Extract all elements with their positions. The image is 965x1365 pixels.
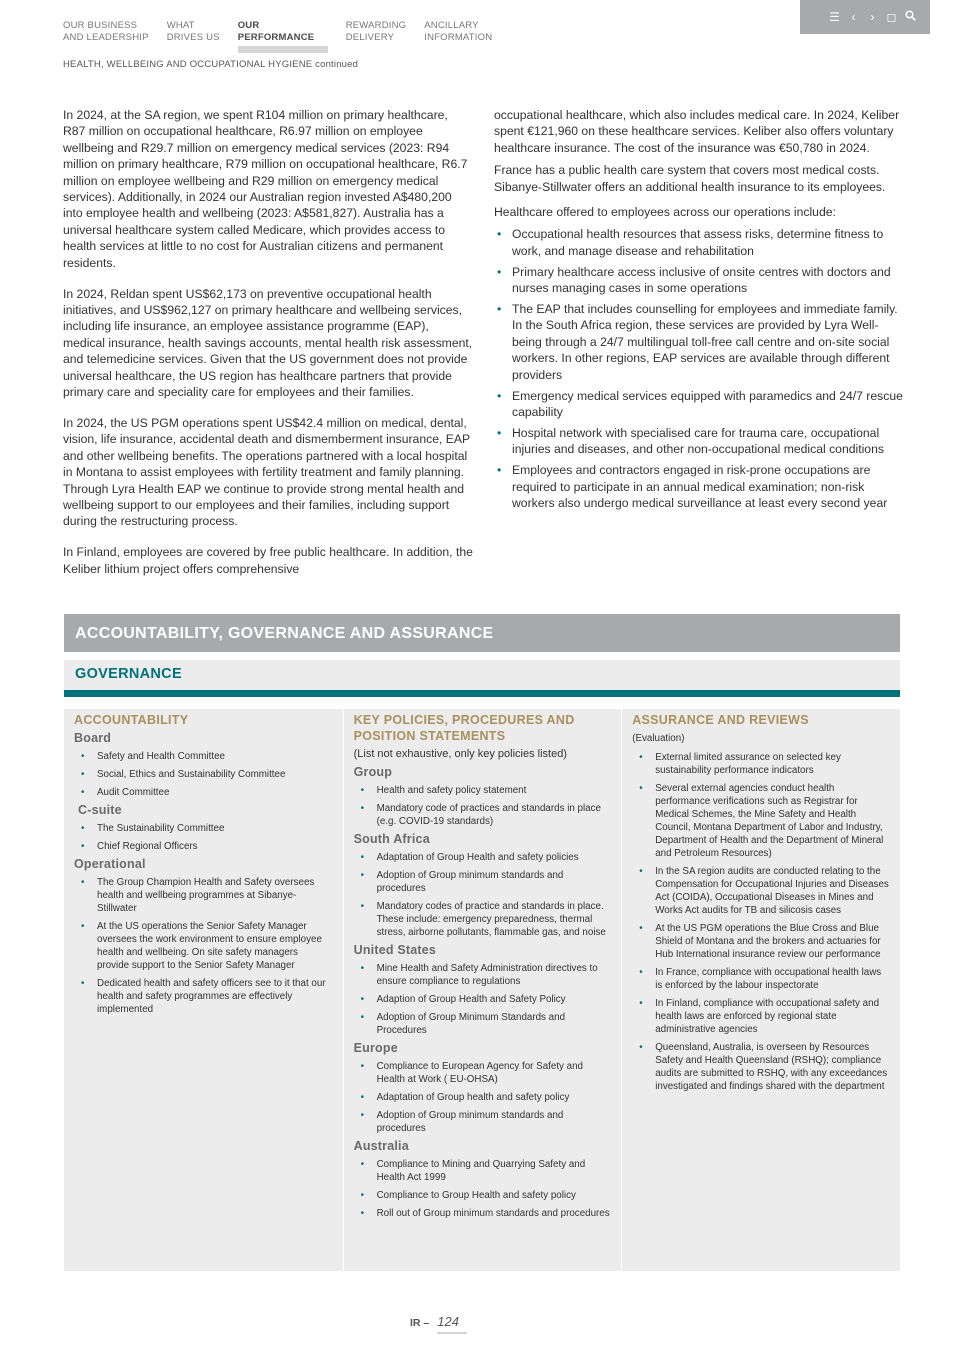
section-subtitle: HEALTH, WELLBEING AND OCCUPATIONAL HYGIENE continued [63,59,359,70]
list-item: • In Finland, compliance with occupational safety and health laws are enforced by regional state administrative agencies [632,997,890,1036]
list-item: • Emergency medical services equipped with paramedics and 24/7 rescue capability [494,388,904,421]
nav-label-line1: OUR [237,20,260,31]
list-item: • Adoption of Group Minimum Standards and Procedures [354,1011,612,1037]
subheading-csuite: C-suite [78,803,122,817]
governance-heading: GOVERNANCE [64,660,900,690]
operational-list [74,876,333,1016]
subheading-australia: Australia [353,1139,409,1153]
nav-rewarding-delivery[interactable] [346,20,407,53]
paragraph: In 2024, the US PGM operations spent US$42.4 million on medical, dental, vision, life insurance, accidental death and dismemberment insurance, EAP and other wellbeing benefits. The operations partnered with a local hospital in Montana to assist employees with fertility treatment and family planning. Through Lyra Health EAP we continue to provide strong mental health and wellbeing support to our employees and their families, including support during the restructuring process. [63,415,470,529]
toolbar [800,0,930,34]
page-footer [410,1314,467,1334]
subheading-south-africa: South Africa [353,832,430,846]
menu-icon[interactable]: ☰ [829,10,840,24]
nav-label-line2: DELIVERY [345,32,395,43]
accountability-column [64,709,343,1271]
list-item: • Dedicated health and safety officers see to it that our health and safety programmes are effectively implemented [74,977,333,1016]
paragraph: In Finland, employees are covered by free public healthcare. In addition, the Keliber lithium project offers comprehensive [63,545,473,576]
subheading-operational: Operational [74,857,146,871]
subheading-group: Group [353,765,393,779]
list-item: • Compliance to European Agency for Safety and Health at Work ( EU-OHSA) [354,1060,612,1086]
governance-table [64,709,900,1271]
list-item: • Employees and contractors engaged in risk-prone occupations are required to participate in an annual medical examination; non-risk workers also undergo medical surveillance at least every second year [494,462,904,511]
list-item: • At the US PGM operations the Blue Cross and Blue Shield of Montana and the brokers and actuaries for Hub International insurance review our performance [632,922,890,961]
list-item: • Occupational health resources that assess risks, determine fitness to work, and manage disease and rehabilitation [494,226,904,259]
list-item: • Roll out of Group minimum standards and procedures [354,1207,612,1220]
list-item: • External limited assurance on selected key sustainability performance indicators [632,751,890,777]
list-item: • The Sustainability Committee [74,822,333,835]
subheading-europe: Europe [353,1041,398,1055]
list-item: • Compliance to Group Health and safety policy [354,1189,612,1202]
nav-label-line1: REWARDING [345,20,407,31]
section-banner: ACCOUNTABILITY, GOVERNANCE AND ASSURANCE [64,614,900,652]
left-text-column [63,107,473,592]
paragraph: occupational healthcare, which also includes medical care. In 2024, Keliber spent €121,960 on these healthcare services. Keliber also offers voluntary healthcare insurance. The cost of the insurance was €50,780 in 2024. [494,108,900,155]
report-label: IR – [410,1317,430,1329]
list-item: • Hospital network with specialised care for trauma care, occupational injuries and diseases, and other non-occupational medical conditions [494,425,904,458]
csuite-list [74,822,333,853]
nav-label-line1: ANCILLARY [424,20,479,31]
nav-label-line2: AND LEADERSHIP [63,32,149,43]
healthcare-list [494,226,904,511]
top-navigation [63,20,510,53]
list-item: • Adoption of Group minimum standards and procedures [354,869,612,895]
page-number: 124 [437,1314,467,1334]
list-item: • Compliance to Mining and Quarrying Safety and Health Act 1999 [354,1158,612,1184]
column-heading: ASSURANCE AND REVIEWS [632,713,809,727]
list-item: • Social, Ethics and Sustainability Committee [74,768,333,781]
list-item: • In France, compliance with occupational health laws is enforced by the labour inspectorate [632,966,890,992]
nav-label-line1: OUR BUSINESS [63,20,138,31]
list-item: • Mandatory code of practices and standards in place (e.g. COVID-19 standards) [354,802,612,828]
list-item: • Adaptation of Group health and safety policy [354,1091,612,1104]
nav-ancillary-information[interactable] [424,20,492,53]
assurance-list [632,751,890,1093]
list-item: • The EAP that includes counselling for employees and immediate family. In the South Africa region, these services are provided by Lyra Well-being through a 24/7 multilingual toll-free call centre and on-site social workers. In other regions, EAP services are available through different providers [494,301,904,383]
list-item: • Audit Committee [74,786,333,799]
assurance-note: (Evaluation) [632,733,685,744]
united-states-list [354,962,612,1037]
list-item: • Safety and Health Committee [74,750,333,763]
paragraph: In 2024, Reldan spent US$62,173 on preventive occupational health initiatives, and US$962,127 on primary healthcare and wellbeing services, including life insurance, an employee assistance programme (EAP), medical insurance, health savings accounts, mental health risk assessment, and telemedicine services. Given that the US government does not provide universal healthcare, the US region has healthcare partners that provide primary care and speciality care for employees and their families. [63,286,473,399]
exit-icon[interactable]: ◻ [886,10,897,24]
subheading-united-states: United States [353,943,437,957]
list-item: • Mandatory codes of practice and standards in place. These include: emergency preparedness, thermal stress, airborne pollutants, flammable gas, and noise [354,900,612,939]
column-heading: KEY POLICIES, PROCEDURES AND POSITION STATEMENTS [353,713,575,743]
nav-what-drives-us[interactable] [167,20,220,53]
column-heading: ACCOUNTABILITY [74,713,189,727]
policies-note: (List not exhaustive, only key policies listed) [353,748,567,760]
list-item: • Adaptation of Group Health and safety policies [354,851,612,864]
chevron-left-icon[interactable]: ‹ [851,10,856,24]
nav-label-line2: INFORMATION [424,32,493,43]
list-item: • Chief Regional Officers [74,840,333,853]
nav-label-line1: WHAT [166,20,195,31]
list-item: • Adoption of Group minimum standards and procedures [354,1109,612,1135]
nav-label-line2: PERFORMANCE [237,32,315,43]
europe-list [354,1060,612,1135]
paragraph: In 2024, at the SA region, we spent R104 million on primary healthcare, R87 million on occupational healthcare, R6.97 million on employee wellbeing and R29.7 million on emergency medical services (2023: R94 million on primary healthcare, R79 million on occupational healthcare, R6.7 million on employee wellbeing and R29 million on emergency medical services). Additionally, in 2024 our Australian region invested A$480,200 into employee health and wellbeing (2023: A$581,827). Australia has a universal healthcare system called Medicare, which provides access to health services at little to no cost for Australian citizens and permanent residents. [63,108,468,270]
list-item: • The Group Champion Health and Safety oversees health and wellbeing programmes at Sibanye-Stillwater [74,876,333,915]
chevron-right-icon[interactable]: › [870,10,875,24]
right-text-column [494,107,904,516]
board-list [74,750,333,799]
list-item: • Health and safety policy statement [354,784,612,797]
list-item: • In the SA region audits are conducted relating to the Compensation for Occupational Injuries and Diseases Act (COIDA), Occupational Diseases in Mines and Works Act audits for TB and silicosis cases [632,865,890,917]
search-icon[interactable] [905,10,916,24]
nav-label-line2: DRIVES US [166,32,220,43]
assurance-column [621,709,900,1271]
group-list [354,784,612,828]
australia-list [354,1158,612,1220]
subheading-board: Board [74,731,112,745]
list-item: • Primary healthcare access inclusive of onsite centres with doctors and nurses managing cases in some operations [494,264,904,297]
nav-our-business[interactable] [63,20,149,53]
healthcare-intro: Healthcare offered to employees across our operations include: [494,205,836,220]
list-item: • Adaption of Group Health and Safety Policy [354,993,612,1006]
list-item: • At the US operations the Senior Safety Manager oversees the work environment to ensure employee health and wellbeing. On site safety managers provide support to the Senior Safety Manager [74,920,333,972]
list-item: • Several external agencies conduct health performance verifications such as Registrar for Medical Schemes, the Mine Safety and Health Council, Montana Department of Labor and Industry, Department of Health and the Department of Mineral and Petroleum Resources) [632,782,890,860]
policies-column [343,709,622,1271]
south-africa-list [354,851,612,939]
paragraph: France has a public health care system that covers most medical costs. Sibanye-Stillwater offers an additional health insurance to its employees. [494,163,886,194]
list-item: • Mine Health and Safety Administration directives to ensure compliance to regulations [354,962,612,988]
list-item: • Queensland, Australia, is overseen by Resources Safety and Health Queensland (RSHQ); compliance audits are submitted to RSHQ, with any exceedances investigated and findings shared with the department [632,1041,890,1093]
divider [64,690,900,697]
nav-our-performance[interactable] [238,20,328,53]
